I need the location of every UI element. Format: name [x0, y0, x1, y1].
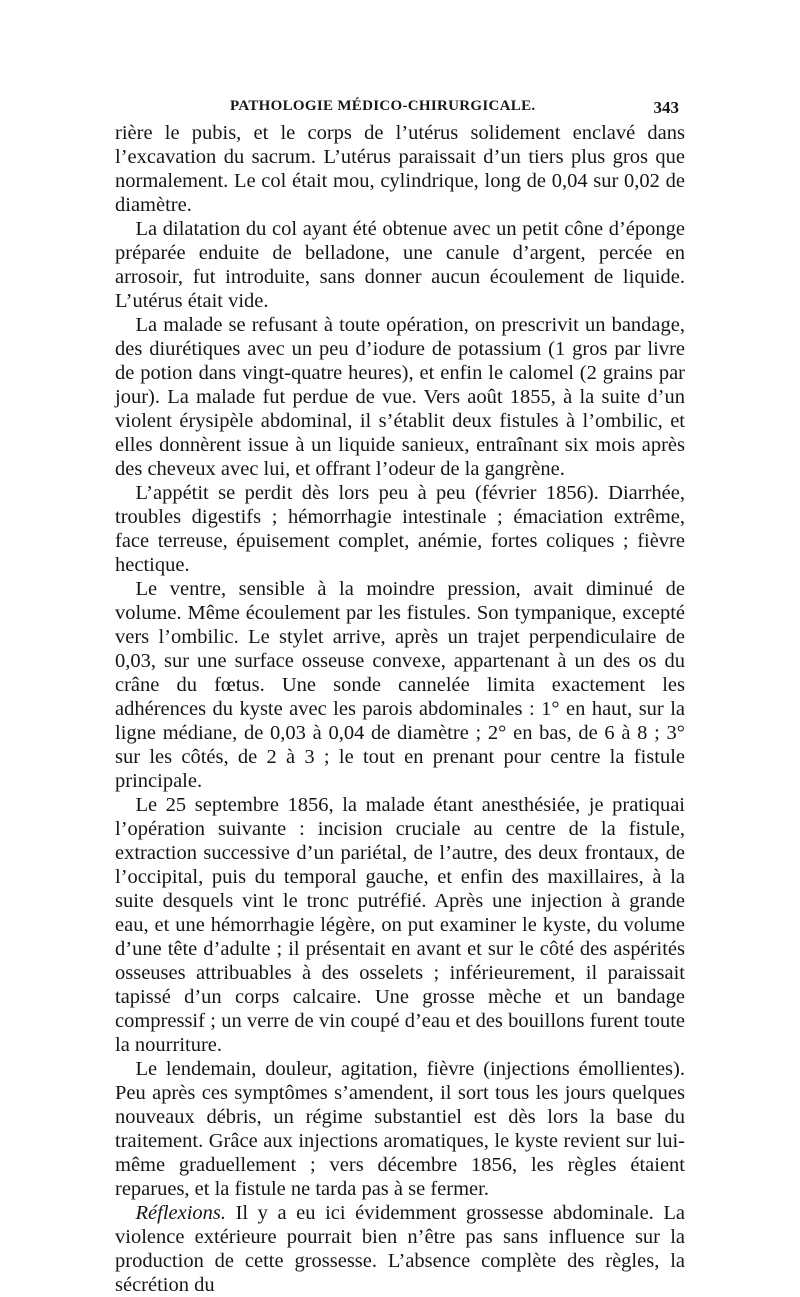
page-header — [115, 92, 685, 118]
paragraph-recovery: Le lendemain, douleur, agitation, fièvre (injections émollientes). Peu après ces symptômes s’amendent, il sort tous les jours quelques nouveaux débris, un régime substantiel est dès lors la base du traitement. Grâce aux injections aromatiques, le kyste revient sur lui-même graduellement ; vers décembre 1856, les règles étaient reparues, et la fistule ne tarda pas à se fermer. — [115, 1058, 685, 1200]
paragraph-continuation: rière le pubis, et le corps de l’utérus solidement enclavé dans l’excavation du sacrum. L’utérus paraissait d’un tiers plus gros que normalement. Le col était mou, cylindrique, long de 0,04 sur 0,02 de diamètre. — [115, 122, 685, 216]
reflexions-text: Il y a eu ici évidemment grossesse abdominale. La violence extérieure pourrait bien n’être pas sans influence sur la production de cette grossesse. L’absence complète des règles, la sécrétion du — [115, 1202, 685, 1296]
reflexions-label: Réflexions. — [135, 1202, 227, 1224]
page-number: 343 — [653, 98, 679, 117]
body-text — [115, 121, 685, 1297]
paragraph-symptoms: L’appétit se perdit dès lors peu à peu (février 1856). Diarrhée, troubles digestifs ; hémorrhagie intestinale ; émaciation extrême, face terreuse, épuisement complet, anémie, fortes coliques ; fièvre hectique. — [115, 482, 685, 576]
paragraph-operation: Le 25 septembre 1856, la malade étant anesthésiée, je pratiquai l’opération suivante : incision cruciale au centre de la fistule, extraction successive d’un pariétal, de l’autre, des deux frontaux, de l’occipital, puis du temporal gauche, et enfin des maxillaires, à la suite desquels vint le tronc putréfié. Après une injection à grande eau, et une hémorrhagie légère, on put examiner le kyste, du volume d’une tête d’adulte ; il présentait en avant et sur le côté des aspérités osseuses attribuables à des osselets ; inférieurement, il paraissait tapissé d’un corps calcaire. Une grosse mèche et un bandage compressif ; un verre de vin coupé d’eau et des bouillons furent toute la nourriture. — [115, 794, 685, 1056]
paragraph-dilatation: La dilatation du col ayant été obtenue avec un petit cône d’éponge préparée enduite de belladone, une canule d’argent, percée en arrosoir, fut introduite, sans donner aucun écoulement de liquide. L’utérus était vide. — [115, 218, 685, 312]
book-page — [115, 92, 685, 1297]
paragraph-treatment: La malade se refusant à toute opération, on prescrivit un bandage, des diurétiques avec un peu d’iodure de potassium (1 gros par livre de potion dans vingt-quatre heures), et enfin le calomel (2 grains par jour). La malade fut perdue de vue. Vers août 1855, à la suite d’un violent érysipèle abdominal, il s’établit deux fistules à l’ombilic, et elles donnèrent issue à un liquide sanieux, entraînant six mois après des cheveux avec lui, et offrant l’odeur de la gangrène. — [115, 314, 685, 480]
running-title: PATHOLOGIE MÉDICO-CHIRURGICALE. — [230, 98, 536, 114]
paragraph-reflexions — [115, 1201, 685, 1297]
paragraph-examination: Le ventre, sensible à la moindre pression, avait diminué de volume. Même écoulement par les fistules. Son tympanique, excepté vers l’ombilic. Le stylet arrive, après un trajet perpendiculaire de 0,03, sur une surface osseuse convexe, appartenant à un des os du crâne du fœtus. Une sonde cannelée limita exactement les adhérences du kyste avec les parois abdominales : 1° en haut, sur la ligne médiane, de 0,03 à 0,04 de diamètre ; 2° en bas, de 6 à 8 ; 3° sur les côtés, de 2 à 3 ; le tout en prenant pour centre la fistule principale. — [115, 578, 685, 792]
